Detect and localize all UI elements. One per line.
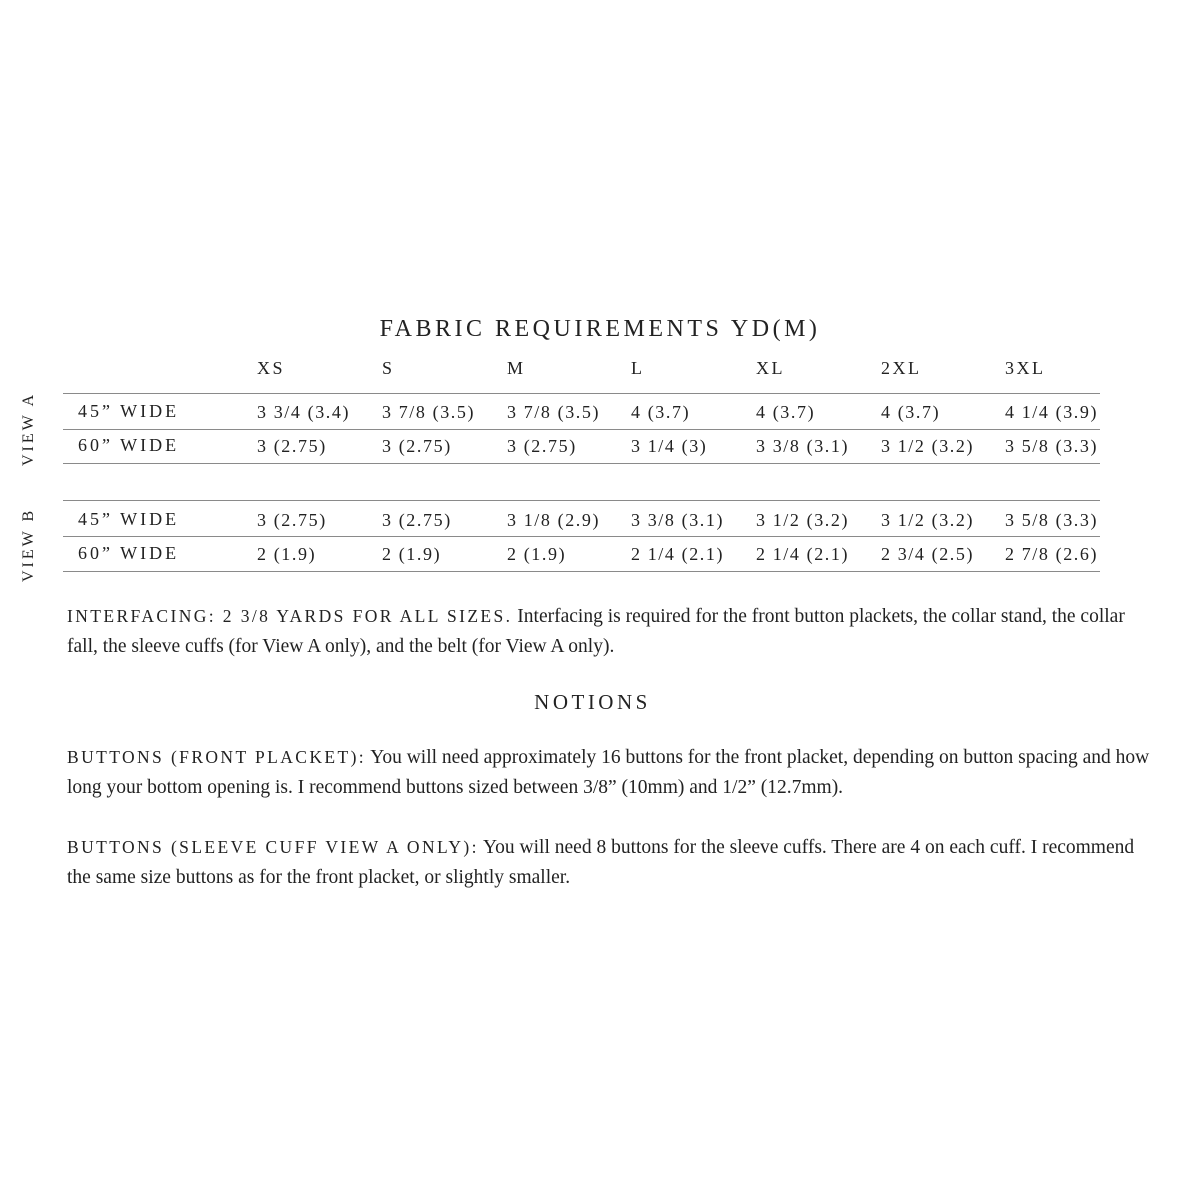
size-header-2xl: 2XL	[881, 358, 922, 378]
front-placket-lead: BUTTONS (FRONT PLACKET):	[67, 747, 367, 767]
interfacing-paragraph	[67, 601, 1157, 662]
table-cell: 3 1/2 (3.2)	[756, 510, 850, 530]
table-cell: 3 (2.75)	[257, 436, 327, 456]
table-cell: 3 7/8 (3.5)	[507, 402, 601, 422]
table-cell: 3 1/2 (3.2)	[881, 510, 975, 530]
table-rule	[63, 463, 1100, 464]
table-cell: 2 (1.9)	[382, 544, 442, 564]
table-rule	[63, 393, 1100, 394]
table-cell: 2 7/8 (2.6)	[1005, 544, 1099, 564]
table-rule	[63, 500, 1100, 501]
sleeve-cuff-buttons-paragraph	[67, 832, 1157, 893]
table-cell: 3 3/4 (3.4)	[257, 402, 351, 422]
size-header-m: M	[507, 358, 526, 378]
table-cell: 3 3/8 (3.1)	[631, 510, 725, 530]
table-cell: 4 (3.7)	[881, 402, 941, 422]
row-label: 60” WIDE	[78, 435, 180, 455]
table-cell: 2 3/4 (2.5)	[881, 544, 975, 564]
table-cell: 3 (2.75)	[257, 510, 327, 530]
size-header-s: S	[382, 358, 395, 378]
table-cell: 3 5/8 (3.3)	[1005, 510, 1099, 530]
view-b-label: VIEW B	[20, 507, 37, 582]
size-header-l: L	[631, 358, 645, 378]
notions-heading: NOTIONS	[534, 690, 651, 714]
table-cell: 3 5/8 (3.3)	[1005, 436, 1099, 456]
table-cell: 3 1/8 (2.9)	[507, 510, 601, 530]
view-a-label: VIEW A	[20, 391, 37, 466]
front-placket-text: You will need approximately 16 buttons for the front placket, depending on button spacing and how long your bottom opening is. I recommend buttons sized between 3/8” (10mm) and 1/2” (12.7mm).	[67, 747, 1150, 798]
table-cell: 4 (3.7)	[631, 402, 691, 422]
table-cell: 4 1/4 (3.9)	[1005, 402, 1099, 422]
table-rule	[63, 536, 1100, 537]
table-cell: 3 1/2 (3.2)	[881, 436, 975, 456]
row-label: 60” WIDE	[78, 543, 180, 563]
interfacing-text: Interfacing is required for the front button plackets, the collar stand, the collar fall, the sleeve cuffs (for View A only), and the belt (for View A only).	[67, 606, 1125, 657]
table-cell: 2 (1.9)	[257, 544, 317, 564]
front-placket-buttons-paragraph	[67, 742, 1157, 803]
row-label: 45” WIDE	[78, 509, 180, 529]
sleeve-cuff-text: You will need 8 buttons for the sleeve cuffs. There are 4 on each cuff. I recommend the same size buttons as for the front placket, or slightly smaller.	[67, 837, 1135, 888]
table-cell: 4 (3.7)	[756, 402, 816, 422]
sleeve-cuff-lead: BUTTONS (SLEEVE CUFF VIEW A ONLY):	[67, 837, 479, 857]
table-cell: 3 3/8 (3.1)	[756, 436, 850, 456]
table-cell: 2 1/4 (2.1)	[756, 544, 850, 564]
row-label: 45” WIDE	[78, 401, 180, 421]
fabric-requirements-title: FABRIC REQUIREMENTS YD(M)	[379, 316, 821, 342]
table-rule	[63, 429, 1100, 430]
table-rule	[63, 571, 1100, 572]
table-cell: 3 (2.75)	[382, 436, 452, 456]
table-cell: 3 (2.75)	[507, 436, 577, 456]
table-cell: 3 7/8 (3.5)	[382, 402, 476, 422]
table-cell: 3 1/4 (3)	[631, 436, 708, 456]
table-cell: 2 1/4 (2.1)	[631, 544, 725, 564]
table-cell: 2 (1.9)	[507, 544, 567, 564]
size-header-3xl: 3XL	[1005, 358, 1046, 378]
size-header-xl: XL	[756, 358, 785, 378]
table-cell: 3 (2.75)	[382, 510, 452, 530]
interfacing-lead: INTERFACING: 2 3/8 YARDS FOR ALL SIZES.	[67, 606, 513, 626]
size-header-xs: XS	[257, 358, 286, 378]
